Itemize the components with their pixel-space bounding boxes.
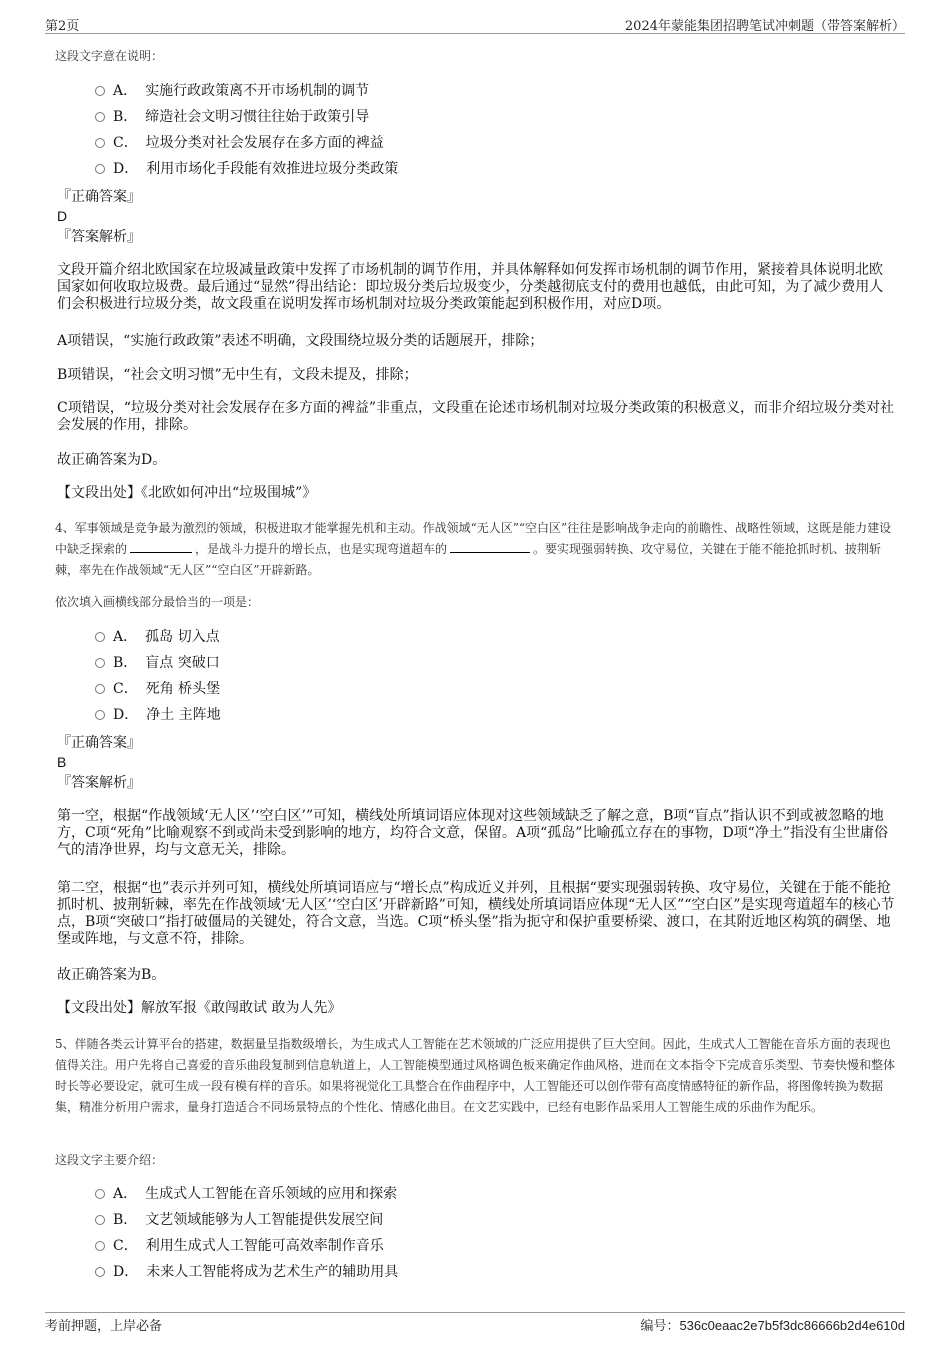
document-id: 编号：536c0eaac2e7b5f3dc86666b2d4e610d [640,1318,905,1333]
radio-icon[interactable] [95,632,105,642]
q3-analysis-p5: 故正确答案为D。 [57,452,167,468]
radio-icon[interactable] [95,1241,105,1251]
q4-prompt: 依次填入画横线部分最恰当的一项是： [55,595,260,609]
q3-answer-label: 『正确答案』 [57,189,141,205]
radio-icon[interactable] [95,658,105,668]
fill-blank-1 [130,541,192,553]
q4-option-b[interactable]: B． 盲点 突破口 [95,654,220,672]
q3-analysis-p1: 文段开篇介绍北欧国家在垃圾减量政策中发挥了市场机制的调节作用，并具体解释如何发挥市场机制的调节作用，紧接着具体说明北欧国家如何收取垃圾费。最后通过“显然”得出结论：即垃圾分类后垃圾变少，分类越彻底支付的费用也越低，由此可知，为了减少费用人们会积极进行垃圾分类，故文段重在说明发挥市场机制对垃圾分类政策能起到积极作用，对应D项。 [57,262,884,312]
q3-source: 【文段出处】《北欧如何冲出“垃圾围城”》 [57,485,317,501]
q4-answer: B [57,754,67,770]
q4-analysis-p1: 第一空，根据“作战领域‘无人区’‘空白区’”可知，横线处所填词语应体现对这些领域缺乏了解之意，B项“盲点”指认识不到或被忽略的地方，C项“死角”比喻观察不到或尚未受到影响的地方，均符合文意，保留。A项“孤岛”比喻孤立存在的事物，D项“净土”指没有尘世庸俗气的清净世界，均与文意无关，排除。 [57,808,888,858]
q4-analysis-label: 『答案解析』 [57,775,141,791]
q3-analysis-p4: C项错误，“垃圾分类对社会发展存在多方面的裨益”非重点，文段重在论述市场机制对垃圾分类政策的积极意义，而非介绍垃圾分类对社会发展的作用，排除。 [57,400,895,433]
q4-analysis-p3: 故正确答案为B。 [57,967,166,983]
q5-stem: 5、伴随各类云计算平台的搭建，数据量呈指数级增长，为生成式人工智能在艺术领域的广泛应用提供了巨大空间。因此，生成式人工智能在音乐方面的表现也值得关注。用户先将自己喜爱的音乐曲段复制到信息轨道上，人工智能模型通过风格调色板来确定作曲风格，进而在文本指令下完成音乐类型、节奏快慢和整体时长等必要设定，就可生成一段有模有样的音乐。如果将视觉化工具整合在作曲程序中，人工智能还可以创作带有高度情感特征的新作品，将图像转换为数据集，精准分析用户需求，量身打造适合不同场景特点的个性化、情感化曲目。在文艺实践中，已经有电影作品采用人工智能生成的乐曲作为配乐。 [55,1037,896,1114]
radio-icon[interactable] [95,710,105,720]
q3-analysis-p3: B项错误，“社会文明习惯”无中生有，文段未提及，排除； [57,367,418,383]
q3-option-a[interactable]: A． 实施行政政策离不开市场机制的调节 [95,82,369,100]
radio-icon[interactable] [95,112,105,122]
footer-slogan: 考前押题，上岸必备 [45,1319,163,1334]
radio-icon[interactable] [95,1189,105,1199]
radio-icon[interactable] [95,1267,105,1277]
radio-icon[interactable] [95,138,105,148]
q3-option-d[interactable]: D． 利用市场化手段能有效推进垃圾分类政策 [95,160,398,178]
q4-answer-label: 『正确答案』 [57,735,141,751]
q3-option-b[interactable]: B． 缔造社会文明习惯往往始于政策引导 [95,108,369,126]
q5-option-d[interactable]: D． 未来人工智能将成为艺术生产的辅助用具 [95,1263,398,1281]
radio-icon[interactable] [95,164,105,174]
q3-option-c[interactable]: C． 垃圾分类对社会发展存在多方面的裨益 [95,134,384,152]
q3-answer: D [57,208,68,224]
radio-icon[interactable] [95,684,105,694]
page-footer [45,1312,905,1342]
q5-option-a[interactable]: A． 生成式人工智能在音乐领域的应用和探索 [95,1185,397,1203]
q4-stem: 4、军事领域是竞争最为激烈的领域，积极进取才能掌握先机和主动。作战领域“无人区”“空白区”往往是影响战争走向的前瞻性、战略性领域，这既是能力建设中缺乏探索的 ，是战斗力提升的增长点，也是实现弯道超车的 。要实现强弱转换、攻守易位，关键在于能不能抢抓时机、披荆斩棘，率先在作战领域“无人区”“空白区”开辟新路。 [55,521,892,577]
page-number: 第2页 [45,19,80,34]
q4-analysis-p2: 第二空，根据“也”表示并列可知，横线处所填词语应与“增长点”构成近义并列，且根据“要实现强弱转换、攻守易位，关键在于能不能抢抓时机、披荆斩棘，率先在作战领域‘无人区’‘空白区’开辟新路”可知，横线处所填词语应体现“无人区”“空白区”是实现弯道超车的核心节点，B项“突破口”指打破僵局的关键处，符合文意，当选。C项“桥头堡”指为扼守和保护重要桥梁、渡口，在其附近地区构筑的碉堡、地堡或阵地，与文意不符，排除。 [57,880,895,947]
q5-option-b[interactable]: B． 文艺领域能够为人工智能提供发展空间 [95,1211,383,1229]
document-title: 2024年蒙能集团招聘笔试冲刺题（带答案解析） [624,19,905,34]
fill-blank-2 [450,541,530,553]
q4-source: 【文段出处】解放军报《敢闯敢试 敢为人先》 [57,1000,342,1016]
q4-option-a[interactable]: A． 孤岛 切入点 [95,628,220,646]
q3-prompt: 这段文字意在说明： [55,49,164,63]
radio-icon[interactable] [95,86,105,96]
q4-option-d[interactable]: D． 净土 主阵地 [95,706,221,724]
q5-prompt: 这段文字主要介绍： [55,1153,164,1167]
q3-analysis-label: 『答案解析』 [57,229,141,245]
q4-option-c[interactable]: C． 死角 桥头堡 [95,680,220,698]
q5-option-c[interactable]: C． 利用生成式人工智能可高效率制作音乐 [95,1237,384,1255]
q3-analysis-p2: A项错误，“实施行政政策”表述不明确，文段围绕垃圾分类的话题展开，排除； [57,333,544,349]
page-header [45,12,905,34]
radio-icon[interactable] [95,1215,105,1225]
